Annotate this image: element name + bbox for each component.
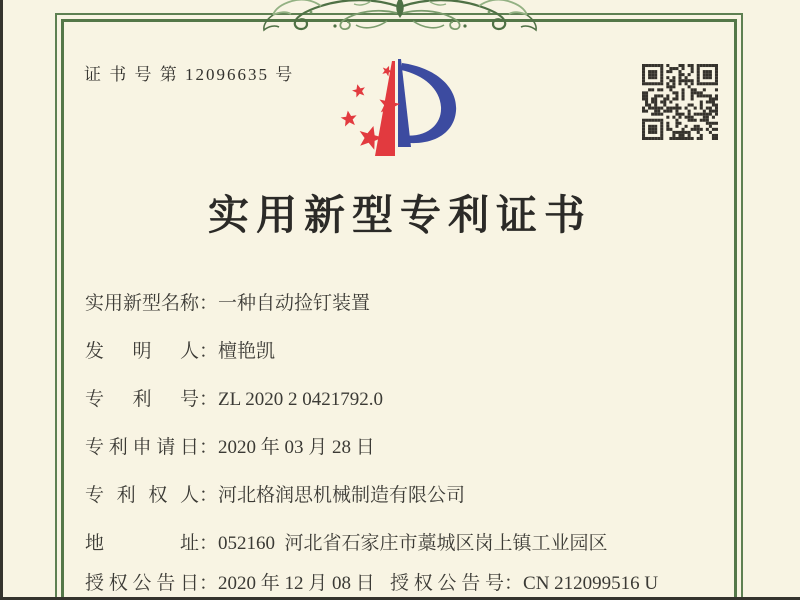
field-row-name <box>85 288 370 315</box>
field-value: 052160 河北省石家庄市藁城区岗上镇工业园区 <box>218 533 608 554</box>
field-colon: ： <box>199 573 219 594</box>
field-label: 发明人 <box>85 341 199 362</box>
field-row-inventor <box>85 336 275 363</box>
field-value: 河北格润思机械制造有限公司 <box>218 485 466 506</box>
field-colon: ： <box>199 533 219 554</box>
field-colon: ： <box>199 341 219 362</box>
certificate-number: 证 书 号 第 12096635 号 <box>84 65 295 84</box>
field-colon: ： <box>199 485 219 506</box>
field-label: 授权公告日 <box>85 573 199 594</box>
field-label: 专利号 <box>85 389 199 410</box>
cnipa-emblem-icon <box>336 56 462 166</box>
field-label: 地址 <box>85 533 199 554</box>
field-row-patentee <box>85 480 465 507</box>
field-label: 实用新型名称 <box>85 293 200 314</box>
floral-flourish-icon <box>253 0 547 37</box>
field-colon: ： <box>199 389 219 410</box>
field-value: ZL 2020 2 0421792.0 <box>218 389 384 410</box>
field-row-patent-number <box>85 384 383 411</box>
qr-code-icon <box>642 64 718 140</box>
field-colon: ： <box>199 437 219 458</box>
field-row-filing-date <box>85 432 375 459</box>
field-row-grant-date <box>85 568 375 595</box>
field-label: 专利权人 <box>85 485 199 506</box>
field-label: 专利申请日 <box>85 437 199 458</box>
field-label: 授权公告号 <box>390 573 504 594</box>
field-value: 2020 年 03 月 28 日 <box>218 437 375 458</box>
field-value: 一种自动捡钉装置 <box>218 293 371 314</box>
field-value: 檀艳凯 <box>218 341 276 362</box>
field-row-address <box>85 528 608 555</box>
scan-edge-left <box>0 0 3 600</box>
field-colon: ： <box>199 293 219 314</box>
certificate-title: 实用新型专利证书 <box>208 192 592 238</box>
field-value: 2020 年 12 月 08 日 <box>218 573 375 594</box>
field-colon: ： <box>504 573 524 594</box>
field-row-grant-number <box>390 568 658 595</box>
field-value: CN 212099516 U <box>523 573 659 594</box>
